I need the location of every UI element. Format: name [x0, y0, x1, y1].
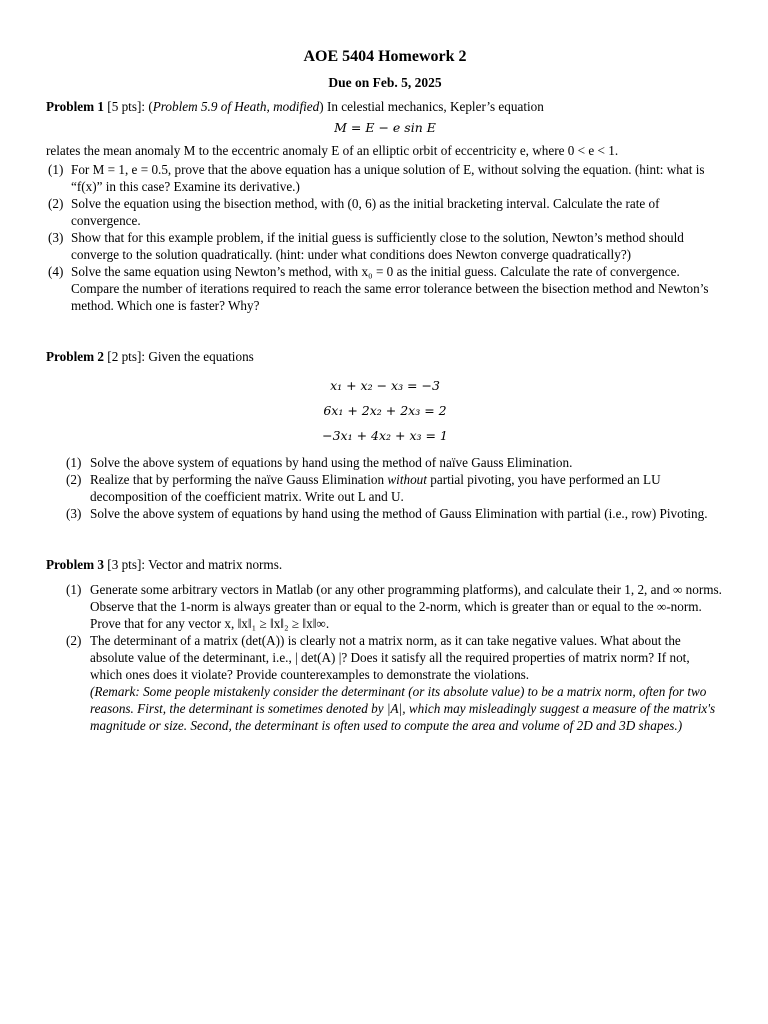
item-number: (1) — [66, 582, 82, 597]
item-text: Show that for this example problem, if the initial guess is sufficiently close to the solution, Newton’s method should converge to the solution quadratically. (hint: under what conditions does Newton converge quadratically?) — [71, 230, 684, 262]
problem-2-item-1 — [46, 454, 724, 471]
document-title: AOE 5404 Homework 2 — [303, 48, 467, 65]
item-text: The determinant of a matrix (det(A)) is clearly not a matrix norm, as it can take negative values. What about the absolute value of the determinant, i.e., | det(A) |? Does it satisfy all the required properties of matrix norm? If not, which ones does it violate? Provide counterexamples to demonstrate the violations. — [90, 633, 690, 682]
problem-1-intro — [46, 98, 724, 115]
problem-1-intro-end: ) In celestial mechanics, Kepler’s equation — [319, 99, 544, 114]
item-number: (2) — [48, 196, 64, 211]
problem-1-list — [46, 161, 724, 314]
item-number: (2) — [66, 633, 82, 648]
equation-line: 6x₁ + 2x₂ + 2x₃ = 2 — [323, 403, 447, 418]
item-number: (4) — [48, 264, 64, 279]
item-number: (3) — [48, 230, 64, 245]
problem-1 — [46, 98, 724, 314]
item-text: Solve the above system of equations by hand using the method of Gauss Elimination with partial (i.e., row) Pivoting. — [90, 506, 708, 521]
problem-1-pts: [5 pts]: ( — [104, 99, 153, 114]
problem-3-intro-text: [3 pts]: Vector and matrix norms. — [104, 557, 283, 572]
equation-line: −3x₁ + 4x₂ + x₃ = 1 — [322, 428, 448, 443]
problem-2 — [46, 348, 724, 522]
item-text: Solve the above system of equations by hand using the method of naïve Gauss Elimination. — [90, 455, 573, 470]
problem-3-list — [46, 581, 724, 734]
item-text-emphasis: without — [387, 472, 427, 487]
problem-1-item-4 — [46, 263, 724, 314]
item-text: For M = 1, e = 0.5, prove that the above equation has a unique solution of E, without solving the equation. (hint: what is “f(x)” in this case? Examine its derivative.) — [71, 162, 705, 194]
problem-3-label: Problem 3 — [46, 557, 104, 572]
item-text: Solve the same equation using Newton’s method, with x₀ = 0 as the initial guess. Calculate the rate of convergence. Compare the number of iterations required to reach the same error tolerance between the bisection method and Newton’s method. Which one is faster? Why? — [71, 264, 709, 313]
problem-1-item-3 — [46, 229, 724, 263]
document-page — [46, 46, 724, 734]
problem-3-item-2 — [46, 632, 724, 734]
problem-1-relates: relates the mean anomaly M to the eccentric anomaly E of an elliptic orbit of eccentricity e, where 0 < e < 1. — [46, 143, 619, 158]
problem-2-item-2 — [46, 471, 724, 505]
item-number: (3) — [66, 506, 82, 521]
item-text: Generate some arbitrary vectors in Matlab (or any other programming platforms), and calculate their 1, 2, and ∞ norms. Observe that the 1-norm is always greater than or equal to the 2-norm, which is greater than or equal to the ∞-norm. Prove that for any vector x, ‖x‖₁ ≥ ‖x‖₂ ≥ ‖x‖∞. — [90, 582, 722, 631]
remark-text: (Remark: Some people mistakenly consider the determinant (or its absolute value) to be a matrix norm, often for two reasons. First, the determinant is sometimes denoted by |A|, which may misleadingly suggest a measure of the matrix's magnitude or size. Second, the determinant is often used to compute the area and volume of 2D and 3D shapes.) — [90, 684, 716, 733]
item-number: (1) — [48, 162, 64, 177]
problem-3-intro — [46, 556, 724, 573]
item-text: Realize that by performing the naïve Gauss Elimination — [90, 472, 388, 487]
due-date: Due on Feb. 5, 2025 — [328, 75, 442, 90]
problem-1-source: Problem 5.9 of Heath, modified — [152, 99, 320, 114]
problem-3 — [46, 556, 724, 734]
equation-line: x₁ + x₂ − x₃ = −3 — [330, 378, 440, 393]
item-number: (2) — [66, 472, 82, 487]
problem-1-item-2 — [46, 195, 724, 229]
equation-system — [46, 373, 724, 448]
item-text: partial pivoting, you have performed an LU decomposition of the coefficient matrix. Write out L and U. — [90, 472, 661, 504]
problem-3-item-1 — [46, 581, 724, 632]
item-text: Solve the equation using the bisection method, with (0, 6) as the initial bracketing interval. Calculate the rate of convergence. — [71, 196, 660, 228]
problem-2-intro-text: [2 pts]: Given the equations — [104, 349, 254, 364]
problem-1-item-1 — [46, 161, 724, 195]
problem-1-label: Problem 1 — [46, 99, 104, 114]
kepler-equation: M = E − e sin E — [334, 120, 436, 135]
problem-2-item-3 — [46, 505, 724, 522]
problem-2-label: Problem 2 — [46, 349, 104, 364]
problem-2-list — [46, 454, 724, 522]
item-number: (1) — [66, 455, 82, 470]
problem-2-intro — [46, 348, 724, 365]
